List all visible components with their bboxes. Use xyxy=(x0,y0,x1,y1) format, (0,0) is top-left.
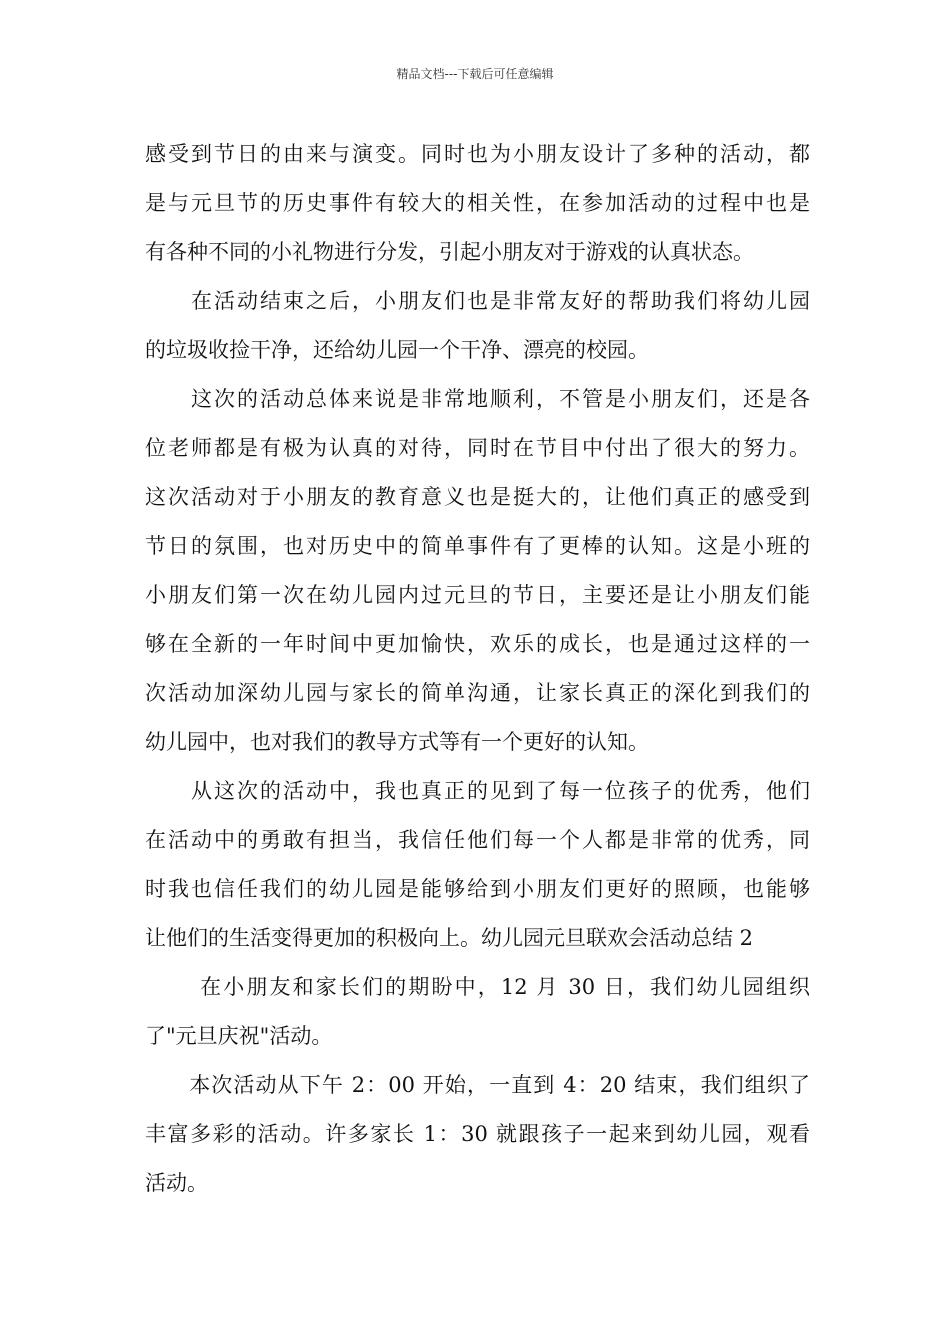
document-body xyxy=(145,130,810,1208)
text-line: 是与元旦节的历史事件有较大的相关性，在参加活动的过程中也是 xyxy=(145,191,810,215)
text-line: 时我也信任我们的幼儿园是能够给到小朋友们更好的照顾，也能够 xyxy=(145,877,810,901)
text-line: 小朋友们第一次在幼儿园内过元旦的节日，主要还是让小朋友们能 xyxy=(145,583,810,607)
text-line: 节日的氛围，也对历史中的简单事件有了更棒的认知。这是小班的 xyxy=(145,534,810,558)
text-line: 活动。 xyxy=(145,1171,208,1195)
text-line: 从这次的活动中，我也真正的见到了每一位孩子的优秀，他们 xyxy=(145,779,810,803)
text-line: 幼儿园中，也对我们的教导方式等有一个更好的认知。 xyxy=(145,730,649,754)
paragraph xyxy=(145,277,810,375)
text-line: 本次活动从下午 2：00 开始，一直到 4：20 结束，我们组织了 xyxy=(145,1073,810,1097)
text-line: 让他们的生活变得更加的积极向上。幼儿园元旦联欢会活动总结 2 xyxy=(145,926,754,950)
text-line: 这次的活动总体来说是非常地顺利，不管是小朋友们，还是各 xyxy=(145,387,810,411)
text-line: 丰富多彩的活动。许多家长 1：30 就跟孩子一起来到幼儿园，观看 xyxy=(145,1122,810,1146)
paragraph xyxy=(145,130,810,277)
text-line: 够在全新的一年时间中更加愉快，欢乐的成长，也是通过这样的一 xyxy=(145,632,810,656)
paragraph xyxy=(145,1061,810,1208)
text-line: 有各种不同的小礼物进行分发，引起小朋友对于游戏的认真状态。 xyxy=(145,240,754,264)
text-line: 在活动中的勇敢有担当，我信任他们每一个人都是非常的优秀，同 xyxy=(145,828,810,852)
paragraph xyxy=(145,375,810,767)
text-line: 在小朋友和家长们的期盼中，12 月 30 日，我们幼儿园组织 xyxy=(145,975,810,999)
text-line: 感受到节日的由来与演变。同时也为小朋友设计了多种的活动，都 xyxy=(145,142,810,166)
text-line: 次活动加深幼儿园与家长的简单沟通，让家长真正的深化到我们的 xyxy=(145,681,810,705)
text-line: 在活动结束之后，小朋友们也是非常友好的帮助我们将幼儿园 xyxy=(145,289,810,313)
text-line: 的垃圾收捡干净，还给幼儿园一个干净、漂亮的校园。 xyxy=(145,338,649,362)
paragraph xyxy=(145,963,810,1061)
text-line: 了"元旦庆祝"活动。 xyxy=(145,1024,333,1048)
text-line: 这次活动对于小朋友的教育意义也是挺大的，让他们真正的感受到 xyxy=(145,485,810,509)
page-header: 精品文档---下载后可任意编辑 xyxy=(396,67,554,81)
text-line: 位老师都是有极为认真的对待，同时在节目中付出了很大的努力。 xyxy=(145,436,810,460)
paragraph xyxy=(145,767,810,963)
